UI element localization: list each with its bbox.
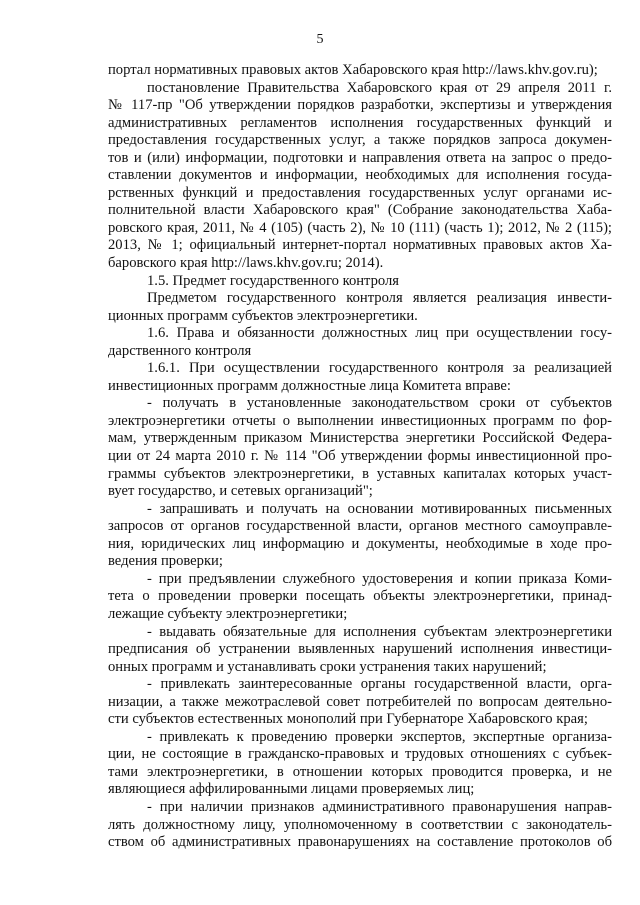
text-line: ведения проверки; [108,553,223,570]
text-line: - при наличии признаков административного правонарушения направ- [147,798,612,815]
text-line: ния, юридических лиц информацию и документы, необходимые в ходе про- [108,535,612,552]
text-line: портал нормативных правовых актов Хабаровского края http://laws.khv.gov.ru); [108,62,598,78]
text-line: 1.6.1. При осуществлении государственного контроля за реализацией [147,360,612,377]
text-line: тов и (или) информации, подготовки и направления ответа на запрос о предо- [108,149,612,166]
text-line: мам, утвержденным приказом Министерства энергетики Российской Федера- [108,430,612,447]
text-line: № 117-пр "Об утверждении порядков разработки, экспертизы и утверждения [108,97,612,114]
text-line: - получать в установленные законодательством сроки от субъектов [147,395,612,412]
text-line: 1.6. Права и обязанности должностных лиц при осуществлении госу- [147,325,612,342]
text-line: инвестиционных программ должностные лица Комитета вправе: [108,377,511,394]
text-line: баровского края http://laws.khv.gov.ru; 2014). [108,255,384,272]
text-line: рственных функций и предоставления государственных услуг органами ис- [108,184,612,201]
text-line: - запрашивать и получать на основании мотивированных письменных [147,500,612,517]
text-line: онных программ и устанавливать сроки устранения таких нарушений; [108,658,547,675]
text-line: тами электроэнергетики, в отношении которых проводится проверка, и не [108,763,612,780]
text-line: ством об административных правонарушениях на составление протоколов об [108,834,612,851]
text-line: сти субъектов естественных монополий при Губернаторе Хабаровского края; [108,711,588,728]
page-number: 5 [316,32,324,47]
text-line: вует государство, и сетевых организаций"; [108,483,373,500]
text-line: предоставления государственных услуг, а также порядков запроса докумен- [108,132,612,149]
text-line: 2013, № 1; официальный интернет-портал нормативных правовых актов Ха- [108,237,612,254]
text-line: административных регламентов исполнения государственных функций и [108,114,612,131]
text-line: низации, а также межотраслевой совет потребителей по вопросам деятельно- [108,693,612,710]
text-line: запросов от органов государственной власти, органов местного самоуправле- [108,518,612,535]
text-line: лежащие субъекту электроэнергетики; [108,605,348,622]
text-line: 1.5. Предмет государственного контроля [147,272,399,289]
text-line: граммы субъектов электроэнергетики, в уставных капиталах которых участ- [108,465,612,482]
text-line: ционных программ субъектов электроэнергетики. [108,307,418,324]
text-line: ровского края, 2011, № 4 (105) (часть 2), № 10 (111) (часть 1); 2012, № 2 (115); [108,219,612,236]
text-line: ции от 24 марта 2010 г. № 114 "Об утверждении формы инвестиционной про- [108,448,612,465]
text-line: предписания об устранении выявленных нарушений исполнения инвестици- [108,641,612,658]
document-body [108,62,612,852]
text-line: - при предъявлении служебного удостоверения и копии приказа Коми- [147,570,612,587]
text-line: - привлекать заинтересованные органы государственной власти, орга- [147,676,612,693]
text-line: ции, не состоящие в гражданско-правовых и трудовых отношениях с субъек- [108,746,612,763]
text-line: лять должностному лицу, уполномоченному в соответствии с законодатель- [108,816,612,833]
text-line: - выдавать обязательные для исполнения субъектам электроэнергетики [147,623,612,640]
text-line: ставлении документов и информации, необходимых для исполнения госуда- [108,167,612,184]
text-line: Предметом государственного контроля является реализация инвести- [147,290,612,307]
text-line: постановление Правительства Хабаровского края от 29 апреля 2011 г. [147,79,612,96]
text-line: электроэнергетики отчеты о выполнении инвестиционных программ по фор- [108,412,612,429]
text-line: полнительной власти Хабаровского края" (Собрание законодательства Хаба- [108,202,612,219]
text-line: тета о проведении проверки посещать объекты электроэнергетики, принад- [108,588,612,605]
text-line: дарственного контроля [108,342,252,359]
text-line: являющиеся аффилированными лицами проверяемых лиц; [108,781,475,798]
text-line: - привлекать к проведению проверки экспертов, экспертные организа- [147,728,612,745]
